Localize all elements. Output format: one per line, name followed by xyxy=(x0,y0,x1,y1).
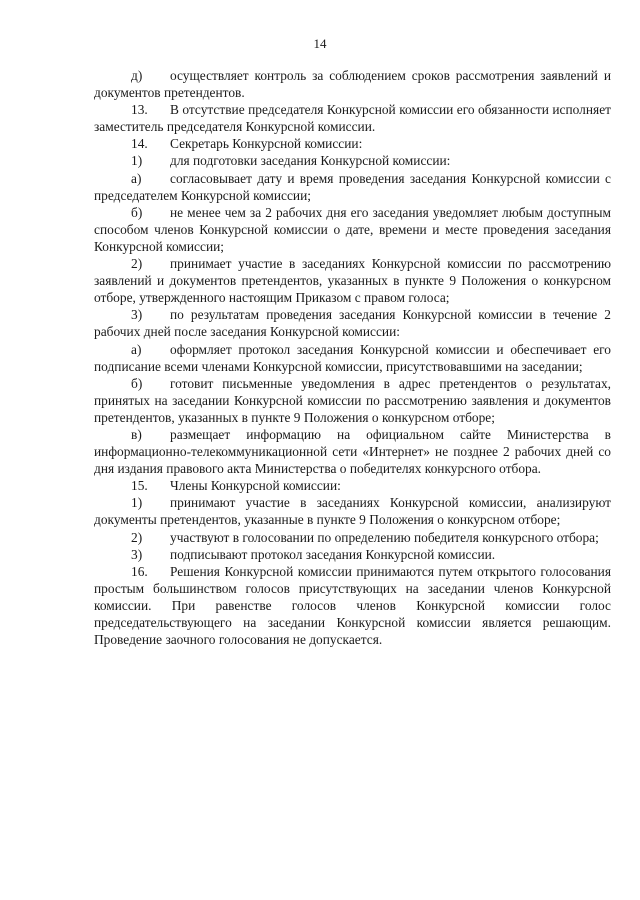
paragraph-text: для подготовки заседания Конкурсной комиссии: xyxy=(170,153,451,169)
paragraph-text: осуществляет контроль за соблюдением сроков рассмотрения заявлений и документов претендентов. xyxy=(94,68,611,101)
paragraph-14-3-b xyxy=(94,375,611,426)
paragraph-marker: а) xyxy=(131,341,142,357)
document-body xyxy=(94,67,611,648)
paragraph-text: готовит письменные уведомления в адрес претендентов о результатах, принятых на заседании Конкурсной комиссии по рассмотрению заявления и документов претендентов, указанных в пункте 9 Положения о конкурсном отборе; xyxy=(94,375,611,425)
paragraph-text: оформляет протокол заседания Конкурсной комиссии и обеспечивает его подписание всеми членами Конкурсной комиссии, присутствовавшими на заседании; xyxy=(94,341,611,374)
paragraph-marker: 2) xyxy=(131,529,143,545)
paragraph-text: принимают участие в заседаниях Конкурсной комиссии, анализируют документы претендентов, указанные в пункте 9 Положения о конкурсном отборе; xyxy=(94,495,611,528)
paragraph-marker: б) xyxy=(131,204,143,220)
paragraph-14-1-b xyxy=(94,204,611,255)
paragraph-13 xyxy=(94,101,611,135)
paragraph-15-3 xyxy=(94,546,611,563)
paragraph-14-2 xyxy=(94,255,611,306)
paragraph-text: участвуют в голосовании по определению победителя конкурсного отбора; xyxy=(170,529,599,545)
paragraph-marker: 16. xyxy=(131,563,148,579)
paragraph-text: Секретарь Конкурсной комиссии: xyxy=(170,136,363,152)
paragraph-text: по результатам проведения заседания Конкурсной комиссии в течение 2 рабочих дней после заседания Конкурсной комиссии: xyxy=(94,307,611,340)
paragraph-14-3-a xyxy=(94,341,611,375)
paragraph-14-1-a xyxy=(94,170,611,204)
paragraph-14-3 xyxy=(94,306,611,340)
paragraph-marker: 14. xyxy=(131,136,148,152)
paragraph-text: Решения Конкурсной комиссии принимаются путем открытого голосования простым большинством голосов присутствующих на заседании членов Конкурсной комиссии. При равенстве голосов членов Конкурсной комиссии голос председательствующего на заседании Конкурсной комиссии является решающим. Проведение заочного голосования не допускается. xyxy=(94,563,611,648)
paragraph-text: не менее чем за 2 рабочих дня его заседания уведомляет любым доступным способом членов Конкурсной комиссии о дате, времени и месте проведения заседания Конкурсной комиссии; xyxy=(94,204,611,254)
paragraph-16 xyxy=(94,563,611,648)
paragraph-marker: 2) xyxy=(131,256,143,272)
paragraph-15 xyxy=(94,477,611,494)
paragraph-marker: д) xyxy=(131,68,143,83)
paragraph-15-2 xyxy=(94,529,611,546)
paragraph-marker: 1) xyxy=(131,495,143,511)
paragraph-marker: б) xyxy=(131,375,143,391)
paragraph-marker: 3) xyxy=(131,307,143,323)
paragraph-14 xyxy=(94,135,611,152)
page-number: 14 xyxy=(313,36,327,51)
paragraph-text: согласовывает дату и время проведения заседания Конкурсной комиссии с председателем Конкурсной комиссии; xyxy=(94,170,611,203)
paragraph-14-3-v xyxy=(94,426,611,477)
paragraph-d xyxy=(94,67,611,101)
paragraph-marker: а) xyxy=(131,170,142,186)
paragraph-marker: 13. xyxy=(131,102,148,118)
paragraph-marker: 3) xyxy=(131,546,143,562)
paragraph-text: подписывают протокол заседания Конкурсной комиссии. xyxy=(170,546,496,562)
paragraph-14-1 xyxy=(94,152,611,169)
paragraph-text: размещает информацию на официальном сайте Министерства в информационно-телекоммуникационной сети «Интернет» не позднее 2 рабочих дней со дня издания правового акта Министерства о победителях конкурсного отбора. xyxy=(94,426,611,477)
paragraph-marker: 15. xyxy=(131,478,148,494)
paragraph-text: принимает участие в заседаниях Конкурсной комиссии по рассмотрению заявлений и документов претендентов, указанных в пункте 9 Положения о конкурсном отборе, утвержденного настоящим Приказом с правом голоса; xyxy=(94,256,611,306)
paragraph-marker: в) xyxy=(131,426,142,442)
paragraph-text: В отсутствие председателя Конкурсной комиссии его обязанности исполняет заместитель председателя Конкурсной комиссии. xyxy=(94,102,611,135)
paragraph-text: Члены Конкурсной комиссии: xyxy=(170,478,341,494)
paragraph-marker: 1) xyxy=(131,153,143,169)
paragraph-15-1 xyxy=(94,494,611,528)
